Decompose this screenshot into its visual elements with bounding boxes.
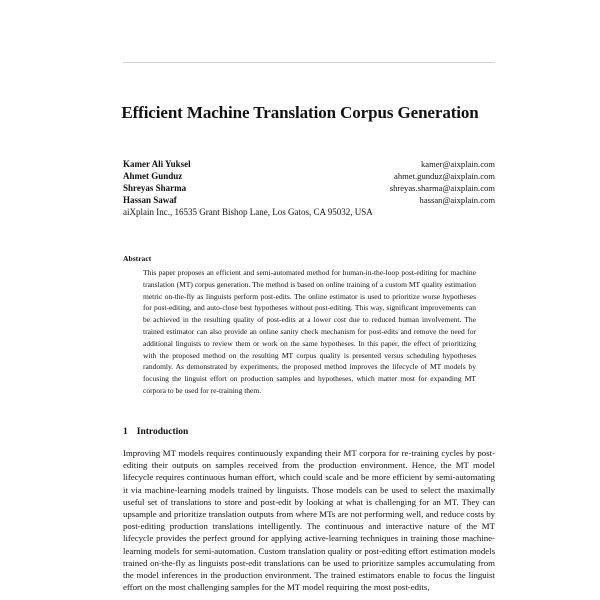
section-number: 1 (123, 427, 128, 437)
section-heading (123, 427, 188, 437)
author-email[interactable]: ahmet.gunduz@aixplain.com (394, 171, 495, 181)
abstract-heading: Abstract (123, 254, 152, 263)
author-row (123, 182, 495, 194)
author-row (123, 170, 495, 182)
author-email[interactable]: shreyas.sharma@aixplain.com (389, 183, 495, 193)
author-name: Shreyas Sharma (123, 183, 187, 193)
author-email[interactable]: hassan@aixplain.com (419, 195, 495, 205)
author-name: Hassan Sawaf (123, 195, 177, 205)
affiliation: aiXplain Inc., 16535 Grant Bishop Lane, Los Gatos, CA 95032, USA (123, 207, 373, 217)
section-body-text: Improving MT models requires continuously expanding their MT corpora for re-training cycles by post-editing their outputs on samples received from the production environment. Hence, the MT model lifecycle requires continuous human effort, which could scale and be more efficient by semi-automating it via machine-learning models trained by linguists. Those models can be used to select the maximally useful set of translations to store and post-edit by looking at what is challenging for an MT. They can upsample and prioritize translation outputs from where MTs are not performing well, and reduce costs by post-editing production translations intelligently. The continuous and interactive nature of the MT lifecycle provides the perfect ground for applying active-learning techniques in training those machine-learning models for semi-automation. Custom translation quality or post-editing effort estimation models trained on-the-fly as linguists post-edit translations can be used to prioritize samples accumulating from the model inferences in the production environment. The trained estimators enable to focus the linguist effort on the most challenging samples for the MT model requiring the most post-edits, (123, 448, 495, 593)
top-rule (123, 62, 495, 63)
abstract-section (123, 254, 495, 397)
author-row (123, 158, 495, 170)
author-email[interactable]: kamer@aixplain.com (420, 159, 495, 169)
section-title: Introduction (136, 427, 189, 437)
author-name: Kamer Ali Yuksel (123, 159, 191, 169)
author-name: Ahmet Gunduz (123, 171, 183, 181)
author-block (123, 158, 495, 218)
author-row (123, 194, 495, 206)
abstract-text: This paper proposes an efficient and semi-automated method for human-in-the-loop post-editing for machine translation (MT) corpus generation. The method is based on online training of a custom MT quality estimation metric on-the-fly as linguists perform post-edits. The online estimator is used to prioritize worse hypotheses for post-editing, and auto-close best hypotheses without post-editing. This way, significant improvements can be achieved in the resulting quality of post-edits at a lower cost due to reduced human involvement. The trained estimator can also provide an online sanity check mechanism for post-edits and remove the need for additional linguists to review them or work on the same hypotheses. In this paper, the effect of prioritizing with the proposed method on the resulting MT corpus quality is presented versus scheduling hypotheses randomly. As demonstrated by experiments, the proposed method improves the lifecycle of MT models by focusing the linguist effort on production samples and hypotheses, which matter most for expanding MT corpora to be used for re-training them. (143, 268, 476, 395)
paper-title: Efficient Machine Translation Corpus Generation (121, 103, 479, 122)
